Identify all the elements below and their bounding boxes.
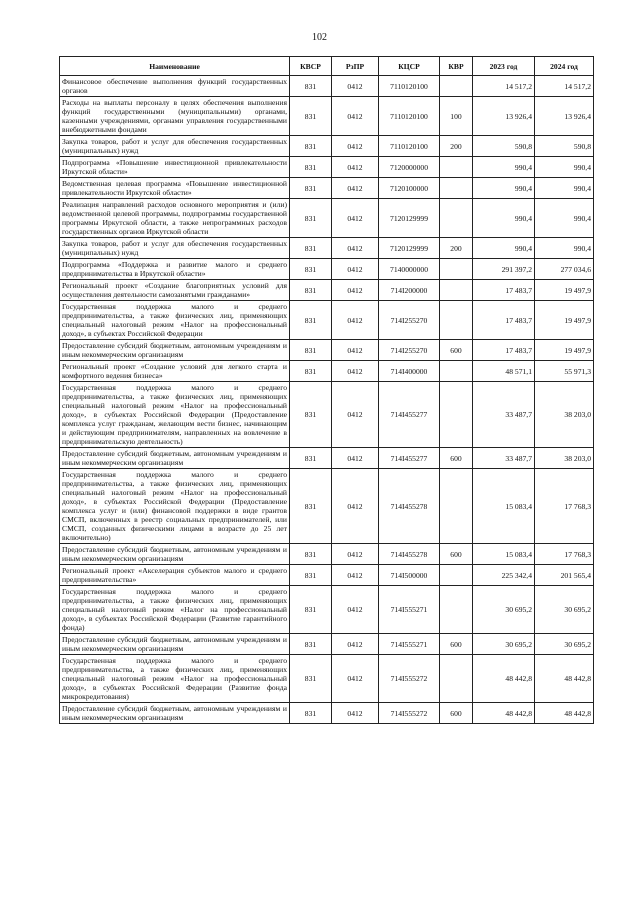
table-row bbox=[60, 448, 594, 469]
header-name: Наименование bbox=[60, 57, 290, 76]
cell-2024: 38 203,0 bbox=[535, 382, 594, 448]
cell-kcsr: 714I400000 bbox=[379, 361, 440, 382]
cell-2024: 990,4 bbox=[535, 157, 594, 178]
cell-name: Региональный проект «Создание благоприятных условий для осуществления деятельности самозанятыми гражданами» bbox=[60, 280, 290, 301]
cell-kvr bbox=[440, 199, 473, 238]
header-kcsr: КЦСР bbox=[379, 57, 440, 76]
table-row bbox=[60, 157, 594, 178]
cell-2023: 291 397,2 bbox=[473, 259, 535, 280]
cell-2024: 48 442,8 bbox=[535, 655, 594, 703]
cell-rzpr: 0412 bbox=[332, 280, 379, 301]
cell-rzpr: 0412 bbox=[332, 655, 379, 703]
cell-rzpr: 0412 bbox=[332, 544, 379, 565]
cell-name: Государственная поддержка малого и среднего предпринимательства, а также физических лиц, применяющих специальный налоговый режим «Налог на профессиональный доход», в субъектах Российской Федерации bbox=[60, 301, 290, 340]
cell-kvsr: 831 bbox=[290, 586, 332, 634]
cell-name: Подпрограмма «Поддержка и развитие малого и среднего предпринимательства в Иркутской области» bbox=[60, 259, 290, 280]
cell-rzpr: 0412 bbox=[332, 301, 379, 340]
cell-name: Закупка товаров, работ и услуг для обеспечения государственных (муниципальных) нужд bbox=[60, 238, 290, 259]
cell-kvsr: 831 bbox=[290, 655, 332, 703]
cell-rzpr: 0412 bbox=[332, 469, 379, 544]
cell-kvr bbox=[440, 586, 473, 634]
table-row bbox=[60, 586, 594, 634]
table-row bbox=[60, 178, 594, 199]
cell-name: Расходы на выплаты персоналу в целях обеспечения выполнения функций государственными (муниципальными) органами, казенными учреждениями, органами управления государственными внебюджетными фондами bbox=[60, 97, 290, 136]
cell-rzpr: 0412 bbox=[332, 586, 379, 634]
cell-2024: 17 768,3 bbox=[535, 469, 594, 544]
cell-2023: 30 695,2 bbox=[473, 586, 535, 634]
header-rzpr: РзПР bbox=[332, 57, 379, 76]
cell-kvsr: 831 bbox=[290, 448, 332, 469]
cell-kcsr: 714I255270 bbox=[379, 340, 440, 361]
cell-name: Предоставление субсидий бюджетным, автономным учреждениям и иным некоммерческим организациям bbox=[60, 448, 290, 469]
cell-kvr bbox=[440, 259, 473, 280]
cell-rzpr: 0412 bbox=[332, 238, 379, 259]
table-row bbox=[60, 382, 594, 448]
cell-kcsr: 7120100000 bbox=[379, 178, 440, 199]
cell-rzpr: 0412 bbox=[332, 97, 379, 136]
cell-2023: 990,4 bbox=[473, 199, 535, 238]
table-row bbox=[60, 544, 594, 565]
cell-kvr bbox=[440, 382, 473, 448]
table-row bbox=[60, 259, 594, 280]
cell-kvsr: 831 bbox=[290, 340, 332, 361]
cell-rzpr: 0412 bbox=[332, 76, 379, 97]
cell-2023: 30 695,2 bbox=[473, 634, 535, 655]
cell-kcsr: 714I555272 bbox=[379, 655, 440, 703]
cell-kvsr: 831 bbox=[290, 634, 332, 655]
budget-table bbox=[59, 56, 594, 724]
cell-2023: 17 483,7 bbox=[473, 340, 535, 361]
cell-kcsr: 7110120100 bbox=[379, 76, 440, 97]
cell-name: Предоставление субсидий бюджетным, автономным учреждениям и иным некоммерческим организациям bbox=[60, 340, 290, 361]
cell-2024: 19 497,9 bbox=[535, 340, 594, 361]
table-row bbox=[60, 136, 594, 157]
cell-rzpr: 0412 bbox=[332, 382, 379, 448]
cell-2024: 38 203,0 bbox=[535, 448, 594, 469]
cell-kcsr: 714I555271 bbox=[379, 634, 440, 655]
cell-rzpr: 0412 bbox=[332, 565, 379, 586]
cell-2024: 990,4 bbox=[535, 238, 594, 259]
cell-2024: 17 768,3 bbox=[535, 544, 594, 565]
cell-kvsr: 831 bbox=[290, 301, 332, 340]
cell-kcsr: 7110120100 bbox=[379, 136, 440, 157]
cell-name: Предоставление субсидий бюджетным, автономным учреждениям и иным некоммерческим организациям bbox=[60, 634, 290, 655]
cell-name: Предоставление субсидий бюджетным, автономным учреждениям и иным некоммерческим организациям bbox=[60, 703, 290, 724]
cell-2024: 48 442,8 bbox=[535, 703, 594, 724]
table-row bbox=[60, 301, 594, 340]
cell-name: Закупка товаров, работ и услуг для обеспечения государственных (муниципальных) нужд bbox=[60, 136, 290, 157]
cell-rzpr: 0412 bbox=[332, 178, 379, 199]
cell-kvsr: 831 bbox=[290, 382, 332, 448]
cell-rzpr: 0412 bbox=[332, 136, 379, 157]
cell-rzpr: 0412 bbox=[332, 259, 379, 280]
cell-2023: 17 483,7 bbox=[473, 280, 535, 301]
cell-kvsr: 831 bbox=[290, 565, 332, 586]
cell-kvr bbox=[440, 280, 473, 301]
cell-rzpr: 0412 bbox=[332, 199, 379, 238]
cell-kcsr: 714I455277 bbox=[379, 448, 440, 469]
cell-kvsr: 831 bbox=[290, 259, 332, 280]
cell-kcsr: 714I200000 bbox=[379, 280, 440, 301]
cell-rzpr: 0412 bbox=[332, 340, 379, 361]
table-row bbox=[60, 280, 594, 301]
cell-kcsr: 714I455278 bbox=[379, 469, 440, 544]
cell-kcsr: 714I455278 bbox=[379, 544, 440, 565]
cell-rzpr: 0412 bbox=[332, 157, 379, 178]
cell-name: Государственная поддержка малого и среднего предпринимательства, а также физических лиц, применяющих специальный налоговый режим «Налог на профессиональный доход», в субъектах Российской Федерации (Предоставление комплекса услуг и (или) финансовой поддержки в виде грантов СМСП, включенных в реестр социальных предпринимателей, или СМСП, созданных физическими лицами в возрасте до 25 лет включительно) bbox=[60, 469, 290, 544]
cell-kvr bbox=[440, 76, 473, 97]
cell-2023: 14 517,2 bbox=[473, 76, 535, 97]
cell-name: Государственная поддержка малого и среднего предпринимательства, а также физических лиц, применяющих специальный налоговый режим «Налог на профессиональный доход», в субъектах Российской Федерации (Развитие фонда микрокредитования) bbox=[60, 655, 290, 703]
cell-2023: 225 342,4 bbox=[473, 565, 535, 586]
cell-kcsr: 7120129999 bbox=[379, 238, 440, 259]
cell-kvsr: 831 bbox=[290, 97, 332, 136]
cell-kvsr: 831 bbox=[290, 361, 332, 382]
cell-kvsr: 831 bbox=[290, 544, 332, 565]
cell-kvr: 600 bbox=[440, 703, 473, 724]
cell-rzpr: 0412 bbox=[332, 634, 379, 655]
cell-kvr bbox=[440, 655, 473, 703]
table-row bbox=[60, 238, 594, 259]
cell-kvsr: 831 bbox=[290, 469, 332, 544]
cell-kvr: 600 bbox=[440, 634, 473, 655]
cell-kcsr: 714I555272 bbox=[379, 703, 440, 724]
cell-kcsr: 714I555271 bbox=[379, 586, 440, 634]
cell-2024: 19 497,9 bbox=[535, 301, 594, 340]
cell-kvsr: 831 bbox=[290, 76, 332, 97]
cell-rzpr: 0412 bbox=[332, 448, 379, 469]
cell-kcsr: 7120000000 bbox=[379, 157, 440, 178]
table-row bbox=[60, 340, 594, 361]
cell-2024: 277 034,6 bbox=[535, 259, 594, 280]
cell-kvr bbox=[440, 469, 473, 544]
cell-kvsr: 831 bbox=[290, 178, 332, 199]
cell-kvsr: 831 bbox=[290, 136, 332, 157]
page-number: 102 bbox=[312, 32, 327, 43]
cell-kvsr: 831 bbox=[290, 703, 332, 724]
cell-2024: 30 695,2 bbox=[535, 586, 594, 634]
cell-name: Региональный проект «Акселерация субъектов малого и среднего предпринимательства» bbox=[60, 565, 290, 586]
cell-kvr: 600 bbox=[440, 448, 473, 469]
header-kvsr: КВСР bbox=[290, 57, 332, 76]
cell-rzpr: 0412 bbox=[332, 361, 379, 382]
cell-2024: 13 926,4 bbox=[535, 97, 594, 136]
cell-2023: 33 487,7 bbox=[473, 448, 535, 469]
cell-2023: 990,4 bbox=[473, 238, 535, 259]
table-row bbox=[60, 703, 594, 724]
cell-2023: 33 487,7 bbox=[473, 382, 535, 448]
cell-2023: 590,8 bbox=[473, 136, 535, 157]
cell-2023: 48 442,8 bbox=[473, 655, 535, 703]
cell-kvr bbox=[440, 361, 473, 382]
cell-kcsr: 714I455277 bbox=[379, 382, 440, 448]
cell-kvr: 600 bbox=[440, 340, 473, 361]
table-header-row bbox=[60, 57, 594, 76]
cell-2024: 201 565,4 bbox=[535, 565, 594, 586]
cell-kvr: 200 bbox=[440, 238, 473, 259]
cell-name: Реализация направлений расходов основного мероприятия и (или) ведомственной целевой программы, подпрограммы государственной программы Иркутской области, а также непрограммных расходов государственных органов Иркутской области bbox=[60, 199, 290, 238]
cell-name: Предоставление субсидий бюджетным, автономным учреждениям и иным некоммерческим организациям bbox=[60, 544, 290, 565]
cell-2024: 590,8 bbox=[535, 136, 594, 157]
cell-kcsr: 714I255270 bbox=[379, 301, 440, 340]
cell-kvr bbox=[440, 178, 473, 199]
table-row bbox=[60, 361, 594, 382]
cell-name: Государственная поддержка малого и среднего предпринимательства, а также физических лиц, применяющих специальный налоговый режим «Налог на профессиональный доход», в субъектах Российской Федерации (Развитие гарантийного фонда) bbox=[60, 586, 290, 634]
cell-kcsr: 7120129999 bbox=[379, 199, 440, 238]
table-row bbox=[60, 97, 594, 136]
cell-kvr: 600 bbox=[440, 544, 473, 565]
table-row bbox=[60, 565, 594, 586]
cell-2023: 48 442,8 bbox=[473, 703, 535, 724]
cell-kvr bbox=[440, 565, 473, 586]
cell-2024: 55 971,3 bbox=[535, 361, 594, 382]
cell-2024: 30 695,2 bbox=[535, 634, 594, 655]
cell-rzpr: 0412 bbox=[332, 703, 379, 724]
cell-name: Государственная поддержка малого и среднего предпринимательства, а также физических лиц, применяющих специальный налоговый режим «Налог на профессиональный доход», в субъектах Российской Федерации (Предоставление комплекса услуг гражданам, желающим вести бизнес, начинающим и действующим предпринимателям, направленных на вовлечение в предпринимательскую деятельность) bbox=[60, 382, 290, 448]
cell-kvsr: 831 bbox=[290, 238, 332, 259]
cell-2023: 15 083,4 bbox=[473, 544, 535, 565]
cell-kcsr: 7110120100 bbox=[379, 97, 440, 136]
table-row bbox=[60, 655, 594, 703]
cell-kvr: 200 bbox=[440, 136, 473, 157]
table-row bbox=[60, 634, 594, 655]
table-row bbox=[60, 199, 594, 238]
header-2023: 2023 год bbox=[473, 57, 535, 76]
cell-kvsr: 831 bbox=[290, 157, 332, 178]
cell-2023: 990,4 bbox=[473, 157, 535, 178]
table-body bbox=[60, 76, 594, 724]
cell-kvr bbox=[440, 301, 473, 340]
cell-kvsr: 831 bbox=[290, 199, 332, 238]
cell-name: Ведомственная целевая программа «Повышение инвестиционной привлекательности Иркутской области» bbox=[60, 178, 290, 199]
cell-2024: 14 517,2 bbox=[535, 76, 594, 97]
table-row bbox=[60, 76, 594, 97]
cell-kvr bbox=[440, 157, 473, 178]
cell-kcsr: 714I500000 bbox=[379, 565, 440, 586]
cell-2023: 17 483,7 bbox=[473, 301, 535, 340]
cell-kvsr: 831 bbox=[290, 280, 332, 301]
cell-name: Финансовое обеспечение выполнения функций государственных органов bbox=[60, 76, 290, 97]
cell-2024: 19 497,9 bbox=[535, 280, 594, 301]
header-2024: 2024 год bbox=[535, 57, 594, 76]
table-row bbox=[60, 469, 594, 544]
cell-2023: 15 083,4 bbox=[473, 469, 535, 544]
cell-2023: 990,4 bbox=[473, 178, 535, 199]
cell-name: Подпрограмма «Повышение инвестиционной привлекательности Иркутской области» bbox=[60, 157, 290, 178]
cell-2024: 990,4 bbox=[535, 178, 594, 199]
cell-kcsr: 7140000000 bbox=[379, 259, 440, 280]
cell-2023: 13 926,4 bbox=[473, 97, 535, 136]
cell-kvr: 100 bbox=[440, 97, 473, 136]
header-kvr: КВР bbox=[440, 57, 473, 76]
cell-2023: 48 571,1 bbox=[473, 361, 535, 382]
cell-2024: 990,4 bbox=[535, 199, 594, 238]
cell-name: Региональный проект «Создание условий для легкого старта и комфортного ведения бизнеса» bbox=[60, 361, 290, 382]
